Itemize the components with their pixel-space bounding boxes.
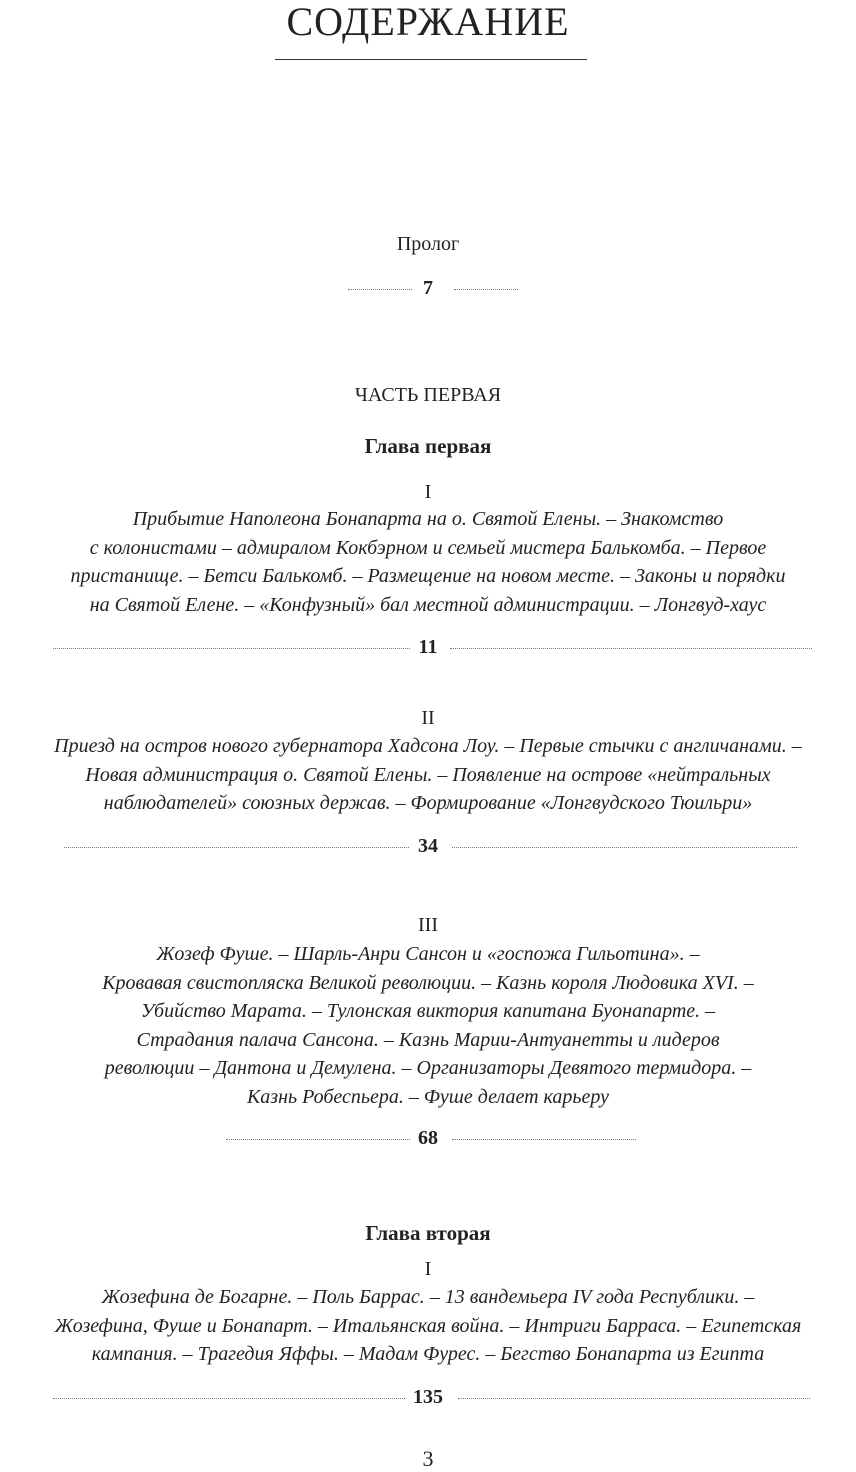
prologue-page-ref xyxy=(0,276,856,300)
description-line: Жозефина, Фуше и Бонапарт. – Итальянская война. – Интриги Барраса. – Египетская xyxy=(54,1314,802,1337)
page-number: 68 xyxy=(418,1127,438,1149)
section-number: I xyxy=(424,481,432,503)
chapter-heading: Глава первая xyxy=(364,434,492,458)
section-page-ref xyxy=(0,1126,856,1150)
section-description xyxy=(0,940,856,1111)
section-description xyxy=(0,732,856,818)
section-description xyxy=(0,1283,856,1369)
leader-dots-right xyxy=(452,1139,636,1140)
prologue-label: Пролог xyxy=(396,233,460,255)
folio-page-number: 3 xyxy=(422,1446,434,1471)
description-line: революции – Дантона и Демулена. – Организаторы Девятого термидора. – xyxy=(104,1057,752,1079)
title-underline xyxy=(275,59,587,60)
section-description xyxy=(0,505,856,619)
page-number: 34 xyxy=(418,835,438,857)
description-line: Приезд на остров нового губернатора Хадсона Лоу. – Первые стычки с англичанами. – xyxy=(54,735,802,757)
section-number: II xyxy=(421,707,435,729)
page-number: 7 xyxy=(423,277,433,299)
description-line: Жозеф Фуше. – Шарль-Анри Сансон и «госпожа Гильотина». – xyxy=(156,943,700,965)
leader-dots-right xyxy=(450,648,812,649)
description-line: кампания. – Трагедия Яффы. – Мадам Фурес. – Бегство Бонапарта из Египта xyxy=(91,1343,765,1365)
section-number: III xyxy=(418,914,438,936)
description-line: Новая администрация о. Святой Елены. – Появление на острове «нейтральных xyxy=(85,763,771,786)
description-line: Казнь Робеспьера. – Фуше делает карьеру xyxy=(246,1085,609,1108)
leader-dots-right xyxy=(454,289,518,290)
description-line: Страдания палача Сансона. – Казнь Марии-Антуанетты и лидеров xyxy=(136,1028,720,1051)
chapter-heading: Глава вторая xyxy=(365,1221,491,1245)
section-number: I xyxy=(424,1258,432,1280)
section-page-ref xyxy=(0,635,856,659)
description-line: на Святой Елене. – «Конфузный» бал местной администрации. – Лонгвуд-хаус xyxy=(89,593,767,616)
description-line: Кровавая свистопляска Великой революции. – Казнь короля Людовика XVI. – xyxy=(102,971,754,994)
section-page-ref xyxy=(0,834,856,858)
description-line: с колонистами – адмиралом Кокбэрном и семьей мистера Балькомба. – Первое xyxy=(89,536,767,559)
page-title: СОДЕРЖАНИЕ xyxy=(286,0,570,44)
leader-dots-right xyxy=(452,847,797,848)
description-line: Жозефина де Богарне. – Поль Баррас. – 13 вандемьера IV года Республики. – xyxy=(101,1286,755,1308)
page-number: 11 xyxy=(418,636,438,658)
leader-dots-right xyxy=(458,1398,810,1399)
part-heading: ЧАСТЬ ПЕРВАЯ xyxy=(354,384,502,406)
description-line: Прибытие Наполеона Бонапарта на о. Святой Елены. – Знакомство xyxy=(132,508,724,530)
description-line: пристанище. – Бетси Балькомб. – Размещение на новом месте. – Законы и порядки xyxy=(70,565,786,587)
description-line: Убийство Марата. – Тулонская виктория капитана Буонапарте. – xyxy=(140,1000,716,1022)
description-line: наблюдателей» союзных держав. – Формирование «Лонгвудского Тюильри» xyxy=(103,792,753,814)
section-page-ref xyxy=(0,1385,856,1409)
page-number: 135 xyxy=(413,1386,443,1408)
